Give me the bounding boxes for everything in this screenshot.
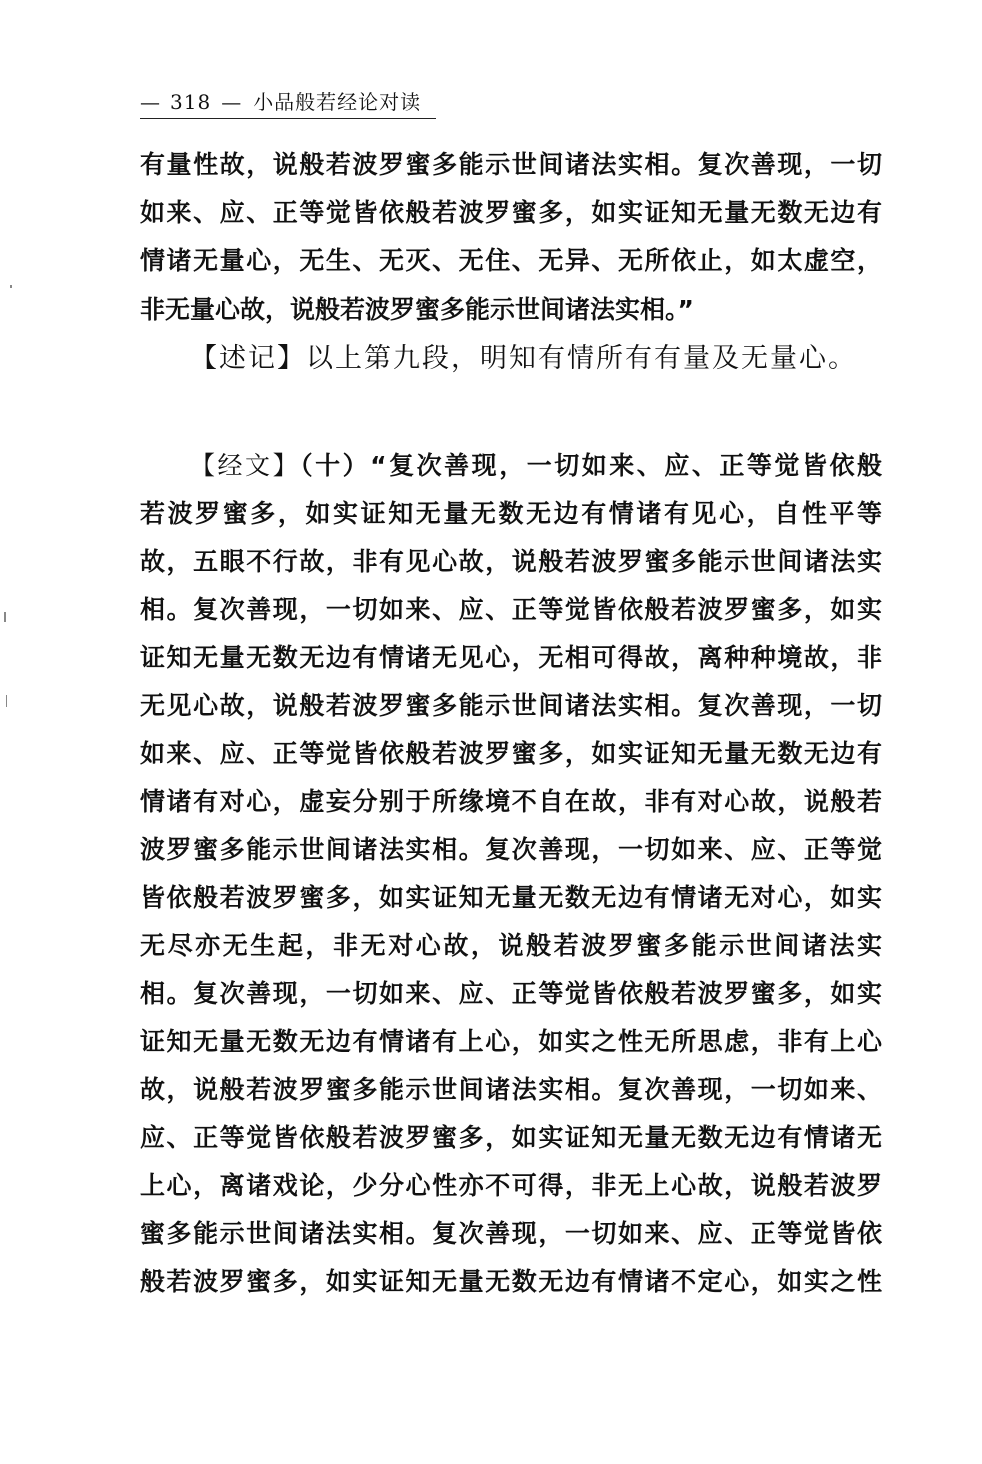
text-line: 若波罗蜜多，如实证知无量无数无边有情诸有见心，自性平等 (140, 499, 882, 528)
text-line: 相。复次善现，一切如来、应、正等觉皆依般若波罗蜜多，如实 (140, 979, 882, 1008)
text-line: 上心，离诸戏论，少分心性亦不可得，非无上心故，说般若波罗 (140, 1171, 882, 1200)
header-dash-right: — (221, 90, 242, 114)
text-line: 相。复次善现，一切如来、应、正等觉皆依般若波罗蜜多，如实 (140, 595, 882, 624)
text-line: 情诸有对心，虚妄分别于所缘境不自在故，非有对心故，说般若 (140, 787, 882, 816)
commentary-note (190, 334, 857, 384)
running-header (140, 86, 436, 119)
text-line: 无见心故，说般若波罗蜜多能示世间诸法实相。复次善现，一切 (140, 691, 882, 720)
sutra-first-line-text: （十）“复次善现，一切如来、应、正等觉皆依般 (300, 451, 882, 480)
text-line: 情诸无量心，无生、无灭、无住、无异、无所依止，如太虚空， (140, 246, 882, 275)
text-line: 有量性故，说般若波罗蜜多能示世间诸法实相。复次善现，一切 (140, 150, 882, 179)
scan-speck (6, 695, 7, 707)
text-line: 应、正等觉皆依般若波罗蜜多，如实证知无量无数无边有情诸无 (140, 1123, 882, 1152)
commentary-text: 以上第九段，明知有情所有有量及无量心。 (306, 343, 857, 374)
page-number: 318 (170, 90, 212, 114)
text-line: 故，说般若波罗蜜多能示世间诸法实相。复次善现，一切如来、 (140, 1075, 882, 1104)
sutra-first-line (190, 442, 882, 490)
text-line: 如来、应、正等觉皆依般若波罗蜜多，如实证知无量无数无边有 (140, 198, 882, 227)
sutra-label: 【经文】 (190, 451, 301, 480)
commentary-label: 【述记】 (190, 343, 306, 374)
text-line: 蜜多能示世间诸法实相。复次善现，一切如来、应、正等觉皆依 (140, 1219, 882, 1248)
text-line: 证知无量无数无边有情诸有上心，如实之性无所思虑，非有上心 (140, 1027, 882, 1056)
header-dash-left: — (140, 90, 160, 114)
text-line: 证知无量无数无边有情诸无见心，无相可得故，离种种境故，非 (140, 643, 882, 672)
text-line: 非无量心故，说般若波罗蜜多能示世间诸法实相。” (140, 295, 694, 324)
text-line: 般若波罗蜜多，如实证知无量无数无边有情诸不定心，如实之性 (140, 1267, 882, 1296)
text-line: 如来、应、正等觉皆依般若波罗蜜多，如实证知无量无数无边有 (140, 739, 882, 768)
text-line: 皆依般若波罗蜜多，如实证知无量无数无边有情诸无对心，如实 (140, 883, 882, 912)
scan-speck (4, 612, 6, 622)
scan-speck (10, 285, 12, 288)
text-line: 故，五眼不行故，非有见心故，说般若波罗蜜多能示世间诸法实 (140, 547, 882, 576)
book-title: 小品般若经论对读 (253, 90, 422, 114)
text-line: 波罗蜜多能示世间诸法实相。复次善现，一切如来、应、正等觉 (140, 835, 882, 864)
text-line: 无尽亦无生起，非无对心故，说般若波罗蜜多能示世间诸法实 (140, 931, 882, 960)
